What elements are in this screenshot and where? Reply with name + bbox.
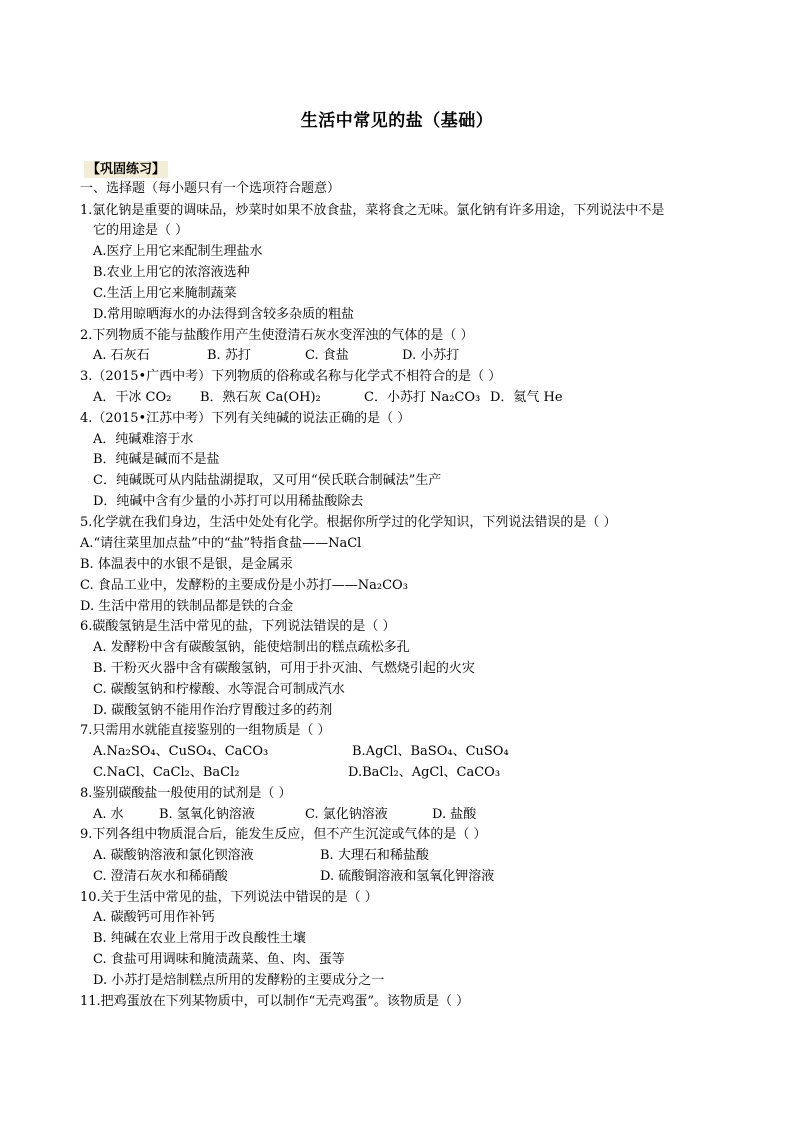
q4-stem: 4.（2015•江苏中考）下列有关纯碱的说法正确的是（ ） bbox=[80, 411, 411, 426]
page-title: 生活中常见的盐（基础） bbox=[300, 111, 494, 131]
q1-stem-line1: 1.氯化钠是重要的调味品，炒菜时如果不放食盐，菜将食之无味。氯化钠有许多用途，下列说法中不是 bbox=[80, 203, 665, 218]
q2-option-c: C. 食盐 bbox=[305, 348, 349, 363]
q9-option-a: A. 碳酸钠溶液和氯化钡溶液 bbox=[93, 848, 254, 863]
q8-option-d: D. 盐酸 bbox=[432, 807, 477, 822]
q2-option-b: B. 苏打 bbox=[207, 348, 251, 363]
q3-option-d: D．氦气 He bbox=[490, 390, 563, 405]
q4-option-b: B．纯碱是碱而不是盐 bbox=[93, 452, 220, 467]
q9-stem: 9.下列各组中物质混合后，能发生反应，但不产生沉淀或气体的是（ ） bbox=[80, 827, 487, 842]
q5-option-b: B. 体温表中的水银不是银，是金属汞 bbox=[80, 557, 293, 572]
q8-stem: 8.鉴别碳酸盐一般使用的试剂是（ ） bbox=[80, 786, 292, 801]
q1-stem-line2: 它的用途是（ ） bbox=[93, 223, 189, 238]
q10-option-b: B. 纯碱在农业上常用于改良酸性土壤 bbox=[93, 931, 306, 946]
q10-option-a: A. 碳酸钙可用作补钙 bbox=[93, 910, 215, 925]
q5-option-d: D. 生活中常用的铁制品都是铁的合金 bbox=[80, 599, 294, 614]
q8-option-c: C. 氯化钠溶液 bbox=[305, 807, 388, 822]
q9-option-d: D. 硫酸铜溶液和氢氧化钾溶液 bbox=[320, 869, 495, 884]
section-badge: 【巩固练习】 bbox=[84, 161, 168, 178]
q6-option-a: A. 发酵粉中含有碳酸氢钠，能使焙制出的糕点疏松多孔 bbox=[93, 640, 410, 655]
q9-option-b: B. 大理石和稀盐酸 bbox=[320, 848, 429, 863]
q11-stem: 11.把鸡蛋放在下列某物质中，可以制作“无壳鸡蛋”。该物质是（ ） bbox=[80, 994, 470, 1009]
q10-stem: 10.关于生活中常见的盐，下列说法中错误的是（ ） bbox=[80, 890, 378, 905]
q7-option-c: C.NaCl、CaCl₂、BaCl₂ bbox=[93, 765, 240, 780]
q1-option-c: C.生活上用它来腌制蔬菜 bbox=[93, 286, 237, 301]
q6-stem: 6.碳酸氢钠是生活中常见的盐，下列说法错误的是（ ） bbox=[80, 619, 396, 634]
q5-stem: 5.化学就在我们身边，生活中处处有化学。根据你所学过的化学知识，下列说法错误的是（ ） bbox=[80, 515, 617, 530]
q1-option-b: B.农业上用它的浓溶液选种 bbox=[93, 265, 250, 280]
q9-option-c: C. 澄清石灰水和稀硝酸 bbox=[93, 869, 228, 884]
q10-option-d: D. 小苏打是焙制糕点所用的发酵粉的主要成分之一 bbox=[93, 973, 385, 988]
q8-option-a: A. 水 bbox=[93, 807, 124, 822]
q7-option-d: D.BaCl₂、AgCl、CaCO₃ bbox=[348, 765, 501, 780]
q2-option-d: D. 小苏打 bbox=[402, 348, 460, 363]
q1-option-d: D.常用晾晒海水的办法得到含较多杂质的粗盐 bbox=[93, 307, 355, 322]
q6-option-c: C. 碳酸氢钠和柠檬酸、水等混合可制成汽水 bbox=[93, 682, 345, 697]
q3-option-c: C．小苏打 Na₂CO₃ bbox=[364, 390, 481, 405]
q7-stem: 7.只需用水就能直接鉴别的一组物质是（ ） bbox=[80, 723, 331, 738]
q4-option-c: C．纯碱既可从内陆盐湖提取，又可用“侯氏联合制碱法”生产 bbox=[93, 473, 442, 488]
q10-option-c: C. 食盐可用调味和腌渍蔬菜、鱼、肉、蛋等 bbox=[93, 952, 345, 967]
q4-option-a: A．纯碱难溶于水 bbox=[93, 432, 194, 447]
q3-stem: 3.（2015•广西中考）下列物质的俗称或名称与化学式不相符合的是（ ） bbox=[80, 369, 502, 384]
q6-option-b: B. 干粉灭火器中含有碳酸氢钠，可用于扑灭油、气燃烧引起的火灾 bbox=[93, 661, 475, 676]
q4-option-d: D．纯碱中含有少量的小苏打可以用稀盐酸除去 bbox=[93, 494, 364, 509]
q6-option-d: D. 碳酸氢钠不能用作治疗胃酸过多的药剂 bbox=[93, 703, 333, 718]
q1-option-a: A.医疗上用它来配制生理盐水 bbox=[93, 244, 263, 259]
q7-option-b: B.AgCl、BaSO₄、CuSO₄ bbox=[352, 744, 509, 759]
section-heading: 一、选择题（每小题只有一个选项符合题意） bbox=[80, 181, 341, 196]
q5-option-c: C. 食品工业中，发酵粉的主要成份是小苏打——Na₂CO₃ bbox=[80, 578, 408, 593]
q8-option-b: B. 氢氧化钠溶液 bbox=[159, 807, 255, 822]
q2-option-a: A. 石灰石 bbox=[93, 348, 150, 363]
q3-option-b: B．熟石灰 Ca(OH)₂ bbox=[200, 390, 321, 405]
q3-option-a: A．干冰 CO₂ bbox=[93, 390, 172, 405]
q7-option-a: A.Na₂SO₄、CuSO₄、CaCO₃ bbox=[93, 744, 269, 759]
q5-option-a: A.“请往菜里加点盐”中的“盐”特指食盐——NaCl bbox=[80, 536, 362, 551]
q2-stem: 2.下列物质不能与盐酸作用产生使澄清石灰水变浑浊的气体的是（ ） bbox=[80, 328, 474, 343]
